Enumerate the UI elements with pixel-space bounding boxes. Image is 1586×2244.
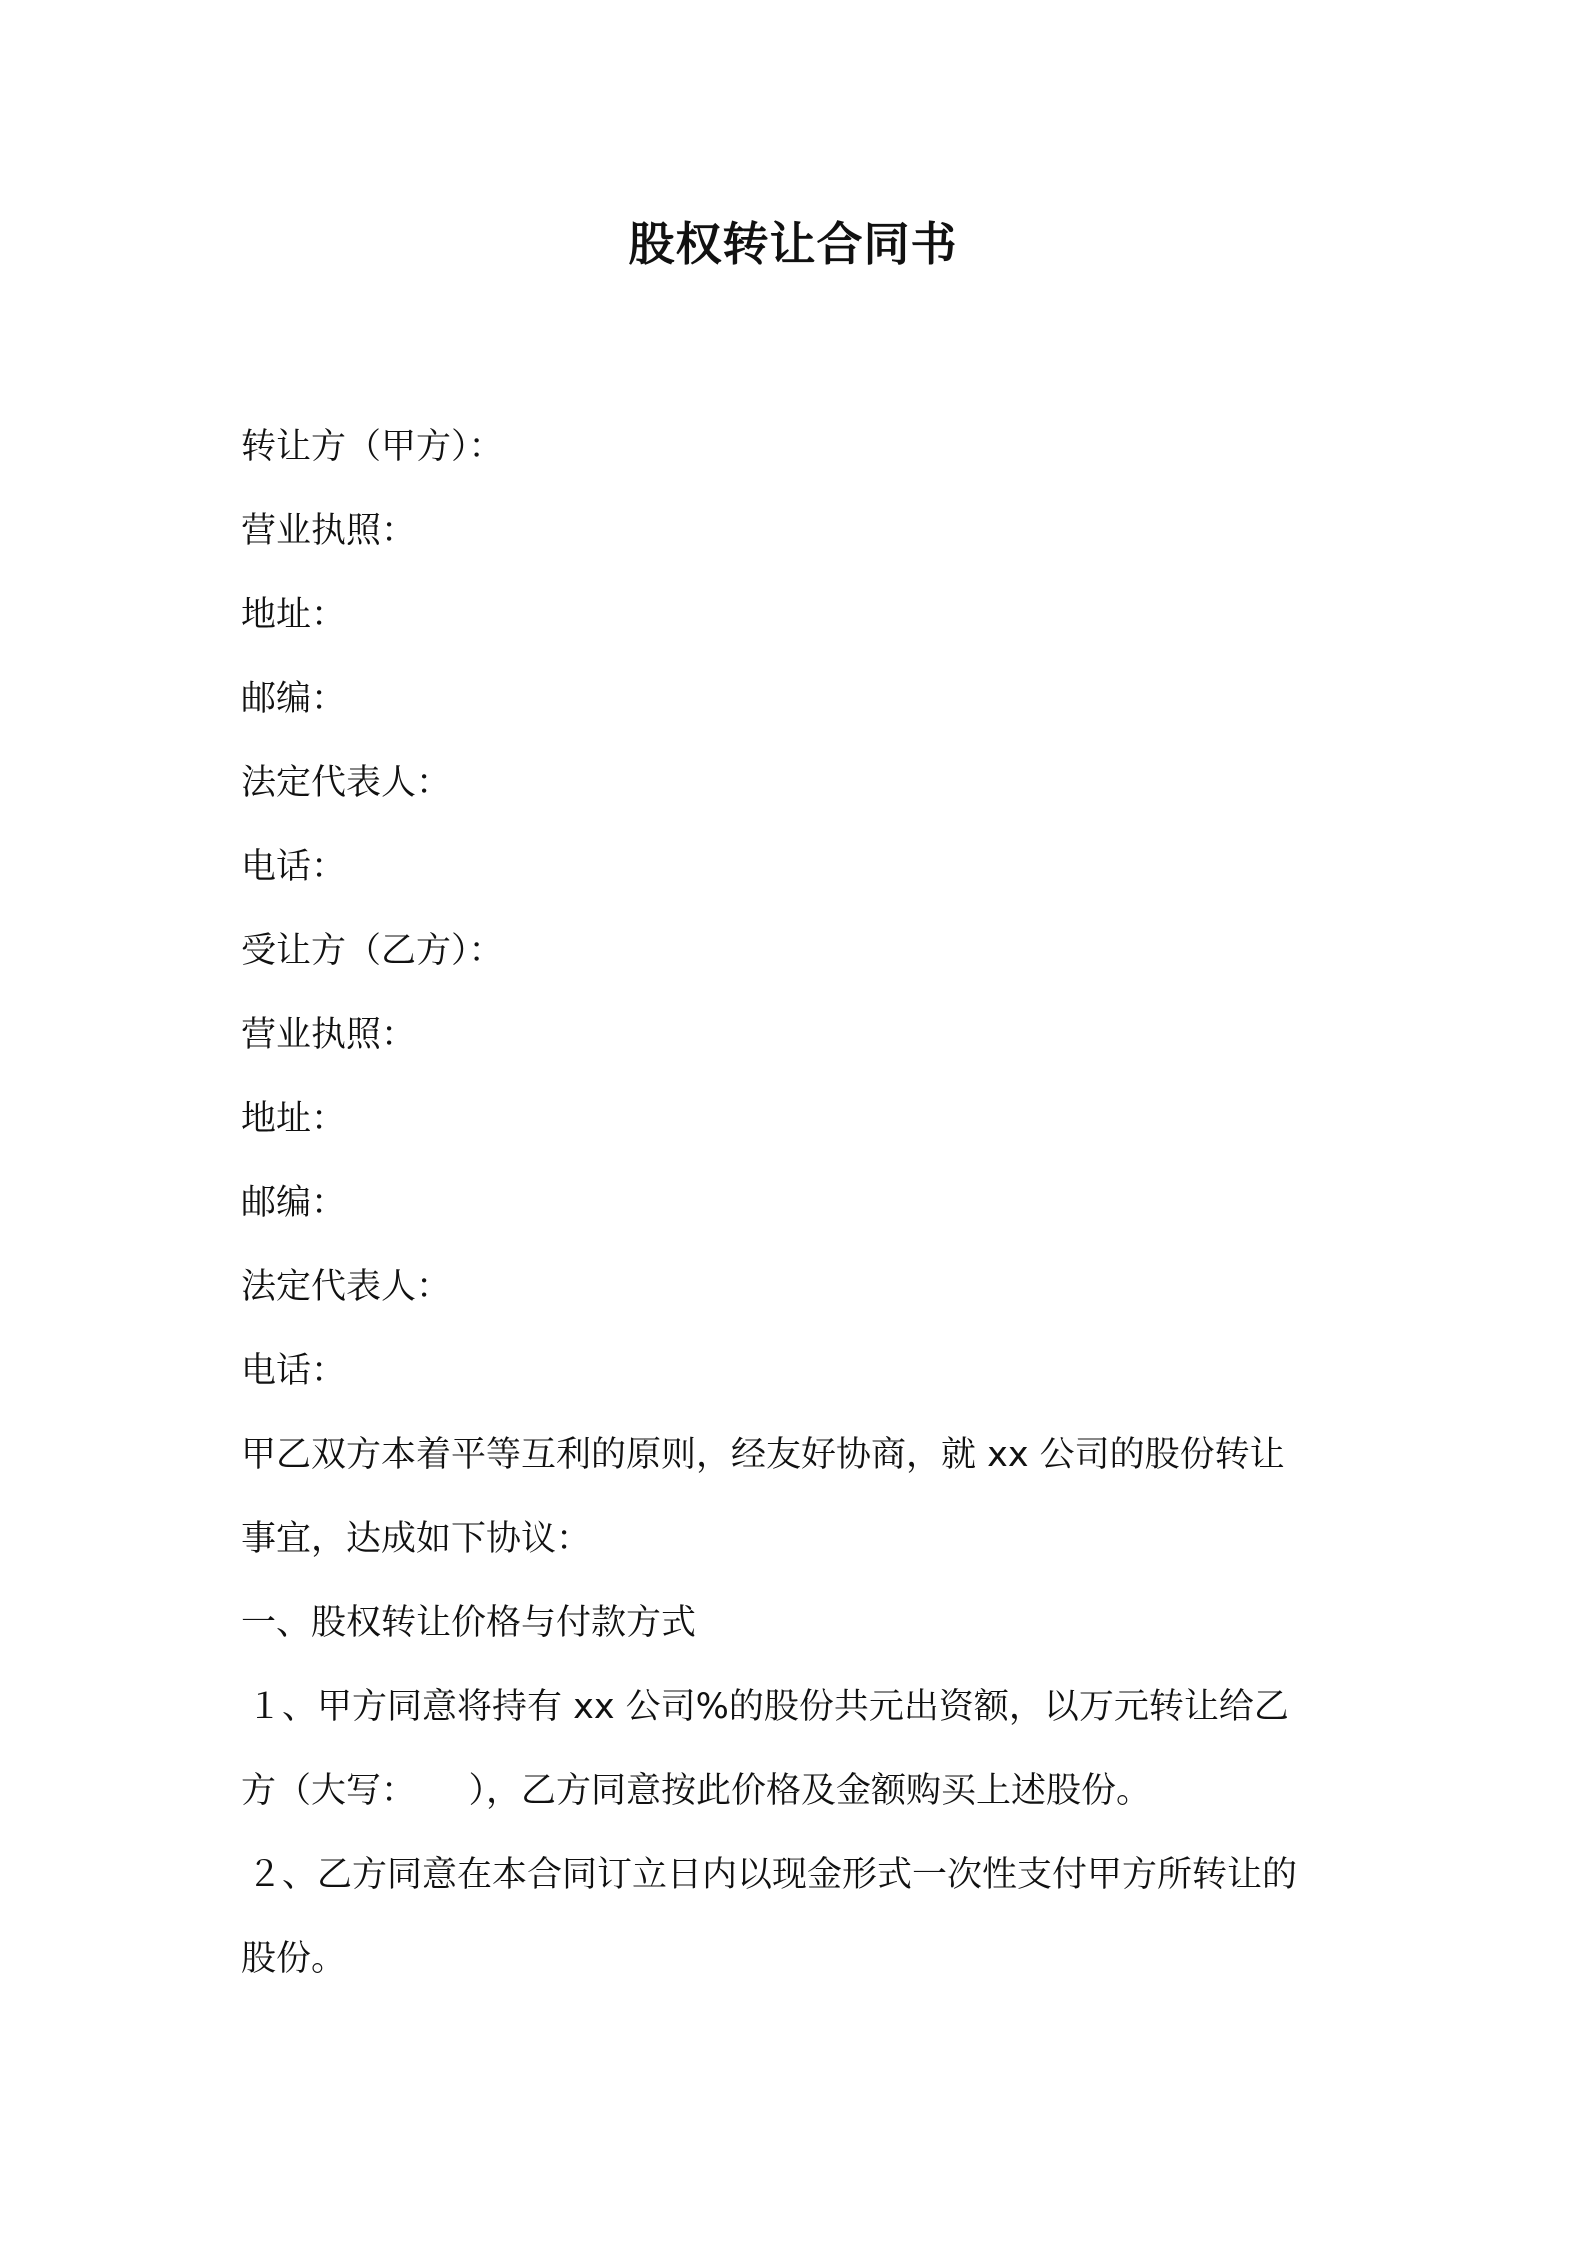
party-b-phone: 电话： (241, 1351, 347, 1391)
party-a-heading: 转让方（甲方）： (241, 427, 504, 467)
clause-1-line-1: １、甲方同意将持有 xx 公司%的股份共元出资额，以万元转让给乙 (247, 1687, 1289, 1727)
preamble-line-2: 事宜，达成如下协议： (241, 1519, 592, 1559)
section-1-heading: 一、股权转让价格与付款方式 (241, 1603, 697, 1643)
party-a-postcode: 邮编： (241, 679, 347, 719)
party-a-license: 营业执照： (241, 511, 417, 551)
document-title: 股权转让合同书 (628, 217, 958, 271)
party-b-license: 营业执照： (241, 1015, 417, 1055)
clause-2-line-2: 股份。 (241, 1939, 347, 1979)
party-a-address: 地址： (241, 595, 347, 635)
clause-1-line-2: 方（大写： ），乙方同意按此价格及金额购买上述股份。 (241, 1771, 1152, 1811)
clause-2-line-1: ２、乙方同意在本合同订立日内以现金形式一次性支付甲方所转让的 (247, 1855, 1298, 1895)
party-a-phone: 电话： (241, 847, 347, 887)
party-b-address: 地址： (241, 1099, 347, 1139)
party-b-heading: 受让方（乙方）： (241, 931, 504, 971)
party-b-postcode: 邮编： (241, 1183, 347, 1223)
document-body (241, 405, 1351, 2001)
party-b-legal-rep: 法定代表人： (241, 1267, 452, 1307)
preamble-line-1: 甲乙双方本着平等互利的原则，经友好协商，就 xx 公司的股份转让 (241, 1435, 1285, 1475)
party-a-legal-rep: 法定代表人： (241, 763, 452, 803)
